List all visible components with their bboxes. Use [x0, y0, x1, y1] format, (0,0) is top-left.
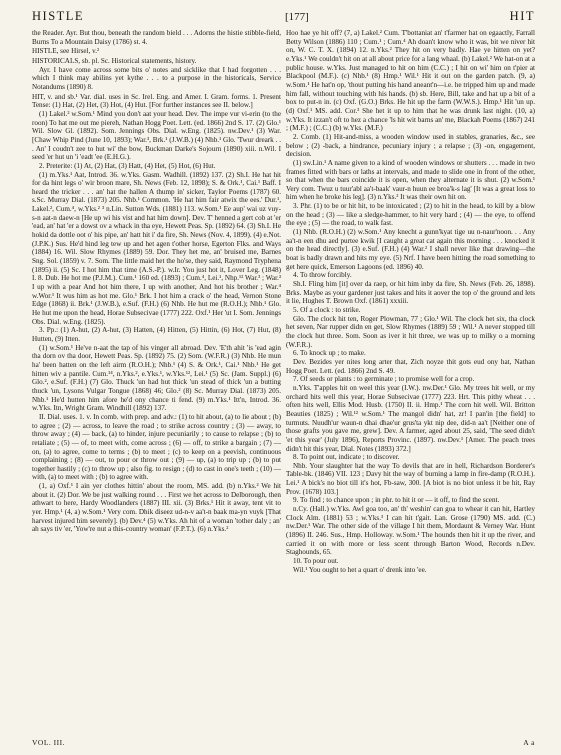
entry-paragraph: Wil.¹ You ought to het a quart o' drenk into 'ee. [293, 565, 427, 574]
entry-paragraph: 9. To find ; to chance upon ; in phr. to hit it or — it off, to find the scent. [293, 496, 500, 505]
entry-paragraph: 2. Comb. (1) Hit-and-miss, a wooden window used in stables, granaries, &c., see below ; (2) -back, a hindrance, pecuniary injury ; a relapse ; (3) -on, engagement, decision. [286, 132, 535, 159]
headword-entry: HISTORICALS, sb. pl. Sc. Historical statements, history. [32, 56, 197, 65]
entry-paragraph: 3. Pp.: (1) A-hut, (2) A-hut, (3) Hatten, (4) Hitten, (5) Hittin, (6) Hot, (7) Hut, (8) Hutten, (9) Itten. [32, 326, 281, 343]
entry-paragraph: (1) Nhb. (R.O.H.) (2) w.Som.¹ Any knecht a gunn'kyat tige uu n-naur'noon. . . Any aa't-n een dhu aed purtee kwik [I caught a great cat again this morning . . . knocked it on the head directly]. (3) e.Suf. (F.H.) (4) War.² I shall never like that drawing—the boat is badly drawn and hits my eye. (5) Nrf. I have been hitting the road something to get here quick, Emerson Lagoons (ed. 1896) 40. [286, 228, 535, 271]
entry-paragraph: Ayr. I have come across some bits o' notes and sicklike that I had forgotten . . . which I think may abilins yet kythe . . . to a purpose in the historicals, Service Notandums (1890) 8. [32, 65, 281, 91]
entry-paragraph: 10. To pour out. [293, 557, 339, 566]
entry-paragraph: 3. Phr. (1) to be or hit hit, to be intoxicated ; (2) to hit in the head, to kill by a blow on the head ; (3) — like a sledge-hammer, to hit very hard ; (4) — the eye, to offend the eye ; (5) — the road, to walk fast. [286, 202, 535, 228]
signature-mark: A a [523, 738, 535, 747]
page-header [32, 9, 535, 27]
entry-paragraph: n.Yks. T'apples hit on weel this year (I.W.). nw.Der.¹ Glo. My trees hit well, or my orchard hits well this year, Horae Subsecivae (1777) 223. Hrt. This pithy wheat . . . often hits well, Ellis Mod. Husb. (1750) II. ii. Hmp.¹ The corn hit well. Wil. Britton Beauties (1825) ; Wil.¹² w.Som.¹ The mangol didn' hat, zr! I pan'in [the field] to turmuts. Nuudh'ur waun-n dhai dhae'ur grus'ta ykt nip dee, did-n aa't [Neither one of those grafts you gave me, grew]. Dev. A farmer, aged about 25, said, 'The seed didn't 'et this year' (July 1896), Reports Provinc. (1897). nw.Dev.¹ [Amer. The peach trees didn't hit this year, Dial. Notes (1893) 372.] [286, 383, 535, 453]
entry-paragraph: 4. To throw forcibly. [293, 271, 352, 280]
entry-paragraph: II. Dial. uses. 1. v. In comb. with prep. and adv.: (1) to hit about, (a) to lie about ; (b) to agree ; (2) — across, to leave the road ; to strike across country ; (3) — away, to throw away ; (4) — back, (a) to hinder, injure pecuniarily ; to cause to relapse ; (b) to retaliate ; (5) — of, to meet with, come across ; (6) — off, to strike a bargain ; (7) — on, (a) to agree, come to terms ; (b) to meet ; (c) to keep on a peevish, continuous complaining ; (8) — out, to pour or throw out ; (9) — up, (a) to trip up ; (b) to put together hastily ; (c) to throw up ; also fig. to resign ; (d) to cast in one's teeth ; (10) — with, (a) to meet with ; (b) to agree with. [32, 412, 281, 482]
entry-paragraph: Glo. The clock hit ten, Roger Plowman, 77 ; Glo.¹ Wil. The clock het six, tha clock het seven, Nar rupper didn en get, Slow Rhymes (1889) 59 ; Wil.¹ A never stopped till the clock hut three. Som. Soon as iver it hit three, we was up to milky o a morning (W.F.R.). [286, 314, 535, 349]
entry-paragraph: (1) Lakel.² w.Som.¹ Mind you don't aat your head. Dev. The impe vur vi-erin (to the roon) To hat me out me piereh, Nathan Hogg Poet. Lett. (ed. 1866) 2nd S. 17. (2) Glo.¹ Wil. Slow Gl. (1892). Som. Jennings Obs. Dial. w.Eng. (1825). nw.Dev.¹ (3) War. [Chaw Whip Pind (June 10, 1893); War.³, Brk.¹ (J.W.B.) (4) Nhb.¹ Glo. 'Twur dreark . . . An' I coudn't zee to hut wi' the bow, Buckman Darke's Sojourn (1890) xiii. n.Wil. I seed 'er hut un 'i 'eadt 'ee (E.H.G.). [32, 109, 281, 162]
entry-paragraph: (1, a) Oxf.¹ I ain yer clothes hittin' about the room, MS. add. (b) n.Yks.² We hit about it. (2) Dor. We be just walking round . . . First we het across to Delborough, then athwart to here, Hardy Woodlanders (1887) III. xii. (3) Brks.¹ Hit it away, tent vit to yer. Hmp.¹ (4, a) w.Som.¹ Very com. Dhik diseez ud-n-v aa't-n baak ma-yn vuyk [That harvest injured him severely]. (b) Dev.⁴ (5) w.Yks. Ah hit of a woman 'tother daly ; an' ah says tiv 'er, 'Yow're nut a this-country woman' (F.P.T.). (6) n.Yks.² [32, 482, 281, 534]
entry-paragraph: the Reader. Ayr. But thou, beneath the random bield . . . Adorns the histie stibble-field, Burns To a Mountain Daisy (1786) st. 4. [32, 29, 281, 46]
entry-paragraph: (1) w.Som.¹ He've n-aat the tap of his vinger all abroad. Dev. 'E'th ahit 'is 'ead agin tha dorn ov tha door, Hewett Peas. Sp. (1892) 75. (2) Som. (W.F.R.) (3) Nhb. He mun ha' been hatten on the left airm (R.O.H.); Nhb.¹ (4) S. & Ork.¹, Cai.¹ Nhb.¹ He get hitten wiv a pantile. Cum.¹⁴, n.Yks.², e.Yks.¹, w.Yks.¹², Lei.¹ (5) Sc. (Jam. Suppl.) (6) Glo.², e.Suf. (F.H.) (7) Glo. Thuck 'un had hut thick 'un stead of thick 'un a butting thuck 'un, Lysons Vulgar Tongue (1868) 46; Glo.² (8) Sc. Murray Dial. (1873) 205. Nhb.¹ He'd hutten him afore he'd ony chance ti fend. (9) m.Yks.¹ Itt'n, Introd. 36. w.Yks. Itn, Wright Gram. Windhill (1892) 137. [32, 343, 281, 413]
running-head-left: HISTLE [32, 9, 85, 23]
volume-label: VOL. III. [32, 738, 66, 747]
entry-paragraph: n.Cy. (Hall.) w.Yks. Awl goa too, an' th' weshin' can goa to whear it can hit, Hartley Clock Alm. (1881) 53 ; w.Yks.³ I can hit t'gait. Lan. Grose (1790) MS. add. (C.) nw.Der.¹ War. The other side of the village I hit them, Mordaunt & Verney War. Hunt (1896) II. 246. Sus., Hmp. Holloway. w.Som.¹ The hounds then hit it up the river, and carried it on with more or less scent through Barton Wood, Records n.Dev. Staghounds, 65. [286, 505, 535, 557]
page-footer [32, 738, 535, 750]
entry-paragraph: Nhb. Your slaughter hat the way To devils that are in hell, Richardson Borderer's Table-bk. (1846) VII. 123 ; Davy hit the way of burning a lamp in fire-damp (R.O.H.). Lei.¹ A bick's no biot till it's hot, Fb-saw, 300. [A biot is no biot unless it be hit, Ray Prov. (1678) 103.] [286, 461, 535, 496]
entry-paragraph: Hoo hae ye hit off? (7, a) Lakel.² Cum. T'bottaniat an' t'farmer hat on egaactly, Farrall Betty Wilson (1886) 110 ; Cum.¹ ; Cum.⁴ Ah doan't know who it was, bit we niver hit on, W. C. T. X. (1894) 12. n.Yks.² They hit on very badly. Hae ye hitten on yet? e.Yks.¹ We couldn't hit on at all about price for a lang whaal. (b) Lakel.² We hat-on at a public house. w.Yks. Just managed to hit on him (C.C.) ; I hit on wi' him on t'pier at Blackpool (M.F.). (c) Nhb.¹ (8) Hmp.¹ Wil.¹ Hit it out on the garden patch. (9, a) w.Som.¹ He hat'n op, 'thout putting his hand aneant'n—i.e. he tripped him up and made him fall, without touching with his hands. (b) sb. Here, Bill, take and hat up a bit of a box to put-n in. (c) Oxf. (G.O.) Brks. He hit up the farm (W.W.S.). Hmp.¹ Hit 'un up. (d) Oxf.¹ MS. add. Cor.³ She het it up to him that he was drunk last night. (10, a) w.Yks. It izzan't oft to hez a chance 'ls hit wit barns an' me, Blackah Poems (1867) 241 ; (M.F.) ; (C.C.) (b) w.Yks. (M.F.) [286, 29, 535, 133]
entry-paragraph: Sh.I. Fling him [it] over da raep, or hit him inby da fire, Sh. News (Feb. 26, 1898). Brks. Maybe as your gardener just takes and hits it aover the top o' the ground and lets it lie, Hughes T. Brown Oxf. (1861) xxxiii. [286, 280, 535, 306]
entry-paragraph: (1) sw.Lin.¹ A name given to a kind of wooden windows or shutters . . . made in two frames fitted with bars or laths at intervals, and made to slide one in front of the other, so that when the bars coincide it is open, when they alternate it is shut. (2) w.Som.¹ Very com. Twuz u tuur'abl aa't-baak' vaur-n huun ee broa'k-s lag' [It was a great loss to him when he broke his leg]. (3) n.Yks.² It was their own hit on. [286, 158, 535, 202]
running-head-right: HIT [509, 9, 535, 23]
headword-entry: HISTLE, see Hirsel, v.² [32, 47, 100, 56]
entry-paragraph: 6. To knock up ; to make. [293, 349, 366, 358]
entry-paragraph: 5. Of a clock : to strike. [293, 306, 361, 314]
entry-paragraph: 8. To point out, indicate ; to discover. [293, 453, 400, 462]
right-column [286, 29, 535, 735]
entry-paragraph: (1) m.Yks.¹ Aat, Introd. 36. w.Yks. Gasm. Wadhill. (1892) 137. (2) Sh.I. He hat hit for da hint legs o' wir broon mare, Sh. News (Feb. 12, 1898); S. & Ork.¹, Cai.¹ Baff. I heard the tricker . . . an' hat the hallen A thump in' sicker, Taylor Poems (1787) 60. s.Sc. Murray Dial. (1873) 205. Nhb.¹ Common. 'He hat him fair atwix the ees.' Dur.¹, Lakel.², Cum.⁴, w.Yks.² ³ n.Lin. Sutton Wds. (1881) 113. w.Som.¹ Ee aup' wai uz vuy-s-n aat-n daew-n [He up wi his vist and hat him down]. Dev. T' henned a gert cob at 'er 'ead, an' hat 'er a dowst ov a whack in tha eye, Hewett Peas. Sp. (1892) 64. (3) Sh.I. He hokid da dottle oot o' his pipe, an' hatt hit i' da fire, Sh. News (Nov. 4, 1899). (4) e.Not. (J.P.K.) Sus. He'd hind leg tew up and het agen t'other horse, Egerton Flks. and Ways (1884) 16. Wil. Slow Rhymes (1889) 59. Dor. They het me, an' bruised me, Barnes Sng. Sol. (1859) v. 7. Som. The little maid het the ho'se, they said, Raymond Tryphena (1895) ii. (5) Sc. I hot him that time (A.S.-P.). w.Ir. You just hot it, Lover Leg. (1848) I. 8. Dub. He hot me (P.J.M.). Cum.¹ 160 ed. (1893) ; Cum.⁴, Lei.¹, Nhp.¹² War.³ ; War.³ I up with a pear And hot him there, I up with another, And hot his brother ; War.⁴ w.Wor.¹ It wus him as hot me. Glo.¹ Brk. I hot him a crack o' the head, Vernon Stone Edge (1868) ii. Brk.¹ (J.W.B.), e.Suf. (F.H.) (6) Nhb. He hut me (R.O.H.); Nhb.¹ Glo. He hut me upon the head, Horae Subsecivae (1777) 222. Oxf.¹ Her 'ut I. Som. Jennings Obs. Dial. w.Eng. (1825). [32, 170, 281, 326]
entry-paragraph: 7. Of seeds or plants : to germinate ; to promise well for a crop. [293, 375, 475, 384]
left-column [32, 29, 281, 735]
headword-entry: HIT, v. and sb.¹ Var. dial. uses in Sc. Irel. Eng. and Amer. I. Gram. forms. 1. Present Tense: (1) Hat, (2) Het, (3) Hot, (4) Hut. [For further instances see II. below.] [32, 92, 281, 110]
page-number: [177] [284, 11, 309, 23]
entry-paragraph: 2. Preterite: (1) At, (2) Hat, (3) Hatt, (4) Het, (5) Hot, (6) Hut. [39, 161, 216, 170]
entry-paragraph: Dev. Bezides yer nites long arter that, Zich noyze thit gots eud ony hat, Nathan Hogg Poet. Lett. (ed. 1866) 2nd S. 49. [286, 357, 535, 375]
